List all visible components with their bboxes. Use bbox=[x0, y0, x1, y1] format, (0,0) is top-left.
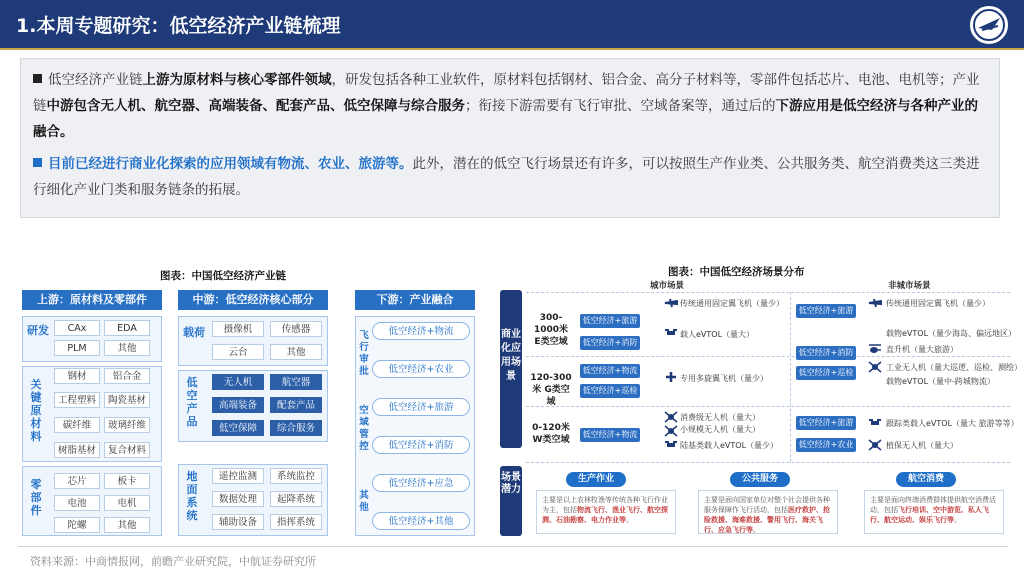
downstream-title: 下游：产业融合 bbox=[355, 290, 475, 310]
noncity-scene-text: 跟踪类载人eVTOL（量大 旅游等等） bbox=[886, 419, 1019, 428]
midstream-item: 无人机 bbox=[212, 374, 264, 390]
midstream-item: 摄像机 bbox=[212, 321, 264, 337]
grid-line bbox=[526, 292, 1010, 293]
grid-line bbox=[526, 356, 1010, 357]
grid-divider bbox=[790, 292, 791, 462]
midstream-payload-label: 载荷 bbox=[183, 326, 205, 339]
upstream-item: 陀螺 bbox=[54, 517, 100, 533]
potential-scene-box: 主要是以上农林牧渔等传统各种飞行作业为主，包括物流飞行、渔业飞行、航空探测、石油勘察、电力作业等。 bbox=[536, 490, 676, 534]
upstream-item: 玻璃纤维 bbox=[104, 417, 150, 433]
downstream-item: 低空经济+物流 bbox=[372, 322, 470, 340]
midstream-ground-label: 地面系统 bbox=[186, 470, 198, 522]
upstream-item: 电机 bbox=[104, 495, 150, 511]
noncity-scene-text: 植保无人机（量大） bbox=[886, 441, 958, 450]
airspace-zone-label: 120-300米 G类空域 bbox=[530, 373, 572, 407]
commercial-scene-bar: 商业化应用场景 bbox=[500, 290, 522, 448]
scene-caption: 图表：中国低空经济场景分布 bbox=[668, 266, 805, 278]
multirotor-plane-icon bbox=[664, 370, 678, 384]
potential-scene-head: 公共服务 bbox=[730, 472, 790, 487]
upstream-item: 铝合金 bbox=[104, 368, 150, 384]
source-note: 资料来源：中商情报网，前瞻产业研究院，中航证券研究所 bbox=[30, 555, 316, 568]
city-scene-tag: 低空经济+物流 bbox=[580, 428, 640, 442]
noncity-scene-text: 载物eVTOL（量中-跨城物流） bbox=[886, 377, 995, 386]
city-scene-text: 专用多旋翼飞机（量少） bbox=[680, 374, 768, 383]
midstream-item: 高端装备 bbox=[212, 397, 264, 413]
midstream-item: 其他 bbox=[270, 344, 322, 360]
city-scene-text: 小规模无人机（量大） bbox=[680, 425, 760, 434]
city-scene-text: 消费级无人机（量大） bbox=[680, 413, 760, 422]
city-scene-text: 传统通用固定翼飞机（量少） bbox=[680, 299, 784, 308]
downstream-side-label: 飞行审批 bbox=[359, 330, 369, 377]
page-title: 1.本周专题研究：低空经济产业链梳理 bbox=[16, 15, 341, 37]
noncity-scene-head: 非城市场景 bbox=[888, 281, 931, 291]
city-scene-tag: 低空经济+消防 bbox=[580, 336, 640, 350]
upstream-research-label: 研发 bbox=[27, 324, 49, 337]
city-scene-tag: 低空经济+旅游 bbox=[580, 314, 640, 328]
downstream-item: 低空经济+消防 bbox=[372, 436, 470, 454]
upstream-item: 其他 bbox=[104, 517, 150, 533]
midstream-item: 数据处理 bbox=[212, 491, 264, 507]
city-scene-head: 城市场景 bbox=[650, 281, 685, 291]
city-scene-tag: 低空经济+巡检 bbox=[580, 384, 640, 398]
upstream-item: 碳纤维 bbox=[54, 417, 100, 433]
potential-scene-head: 生产作业 bbox=[566, 472, 626, 487]
downstream-block bbox=[355, 316, 475, 536]
noncity-scene-text: 传统通用固定翼飞机（量少） bbox=[886, 299, 990, 308]
upstream-item: CAx bbox=[54, 320, 100, 336]
upstream-item: 陶瓷基材 bbox=[104, 392, 150, 408]
upstream-item: 工程塑料 bbox=[54, 392, 100, 408]
midstream-products-label: 低空产品 bbox=[186, 376, 198, 428]
downstream-item: 低空经济+其他 bbox=[372, 512, 470, 530]
evtol-icon bbox=[664, 326, 678, 340]
midstream-item: 配套产品 bbox=[270, 397, 322, 413]
fixed-wing-plane-icon bbox=[664, 296, 678, 310]
noncity-scene-text: 载物eVTOL（量少海岛、偏远地区） bbox=[886, 329, 1017, 338]
upstream-parts-label: 零部件 bbox=[30, 478, 42, 517]
midstream-item: 起降系统 bbox=[270, 491, 322, 507]
city-scene-text: 载人eVTOL（量大） bbox=[680, 330, 755, 339]
noncity-scene-text: 直升机（量大旅游） bbox=[886, 345, 958, 354]
upstream-item: EDA bbox=[104, 320, 150, 336]
evtol-icon bbox=[664, 438, 678, 452]
upstream-item: 芯片 bbox=[54, 473, 100, 489]
agri-drone-icon bbox=[868, 438, 882, 452]
upstream-item: PLM bbox=[54, 340, 100, 356]
summary-paragraph-1: 低空经济产业链上游为原材料与核心零部件领域，研发包括各种工业软件，原材料包括钢材、铝合金、高分子材料等，零部件包括芯片、电池、电机等；产业链中游包含无人机、航空器、高端装备、配套产品、低空保障与综合服务；衔接下游需要有飞行审批、空域备案等，通过后的下游应用是低空经济与各种产业的融合。 bbox=[33, 72, 980, 140]
bullet-square-icon bbox=[33, 158, 42, 167]
upstream-title: 上游：原材料及零部件 bbox=[22, 290, 162, 310]
midstream-item: 遥控监测 bbox=[212, 468, 264, 484]
upstream-item: 板卡 bbox=[104, 473, 150, 489]
header-bar bbox=[0, 0, 1024, 50]
bullet-square-icon bbox=[33, 74, 42, 83]
potential-scene-box: 主要是面向国家单位对整个社会提供各种服务保障作飞行活动，包括医疗救护、抢险救援、海难救援、警用飞行、海关飞行、应急飞行等。 bbox=[698, 490, 838, 534]
downstream-item: 低空经济+农业 bbox=[372, 360, 470, 378]
noncity-scene-tag: 低空经济+消防 bbox=[796, 346, 856, 360]
summary-paragraph-2: 目前已经进行商业化探索的应用领域有物流、农业、旅游等。此外，潜在的低空飞行场景还有许多，可以按照生产作业类、公共服务类、航空消费类这三类进行细化产业门类和服务链条的拓展。 bbox=[33, 156, 980, 198]
midstream-item: 航空器 bbox=[270, 374, 322, 390]
fixed-wing-plane-icon bbox=[868, 296, 882, 310]
noncity-scene-text: 工业无人机（量大巡逻、巡检、测绘） bbox=[886, 363, 1022, 372]
city-scene-tag: 低空经济+物流 bbox=[580, 364, 640, 378]
midstream-item: 云台 bbox=[212, 344, 264, 360]
airspace-zone-label: 300-1000米 E类空域 bbox=[533, 313, 569, 347]
upstream-item: 电池 bbox=[54, 495, 100, 511]
upstream-item: 树脂基材 bbox=[54, 442, 100, 458]
potential-scene-head: 航空消费 bbox=[896, 472, 956, 487]
drone-icon bbox=[868, 360, 882, 374]
noncity-scene-tag: 低空经济+巡检 bbox=[796, 366, 856, 380]
downstream-item: 低空经济+旅游 bbox=[372, 398, 470, 416]
downstream-side-label: 空域管控 bbox=[359, 405, 369, 452]
midstream-item: 指挥系统 bbox=[270, 514, 322, 530]
midstream-item: 综合服务 bbox=[270, 420, 322, 436]
evtol-icon bbox=[868, 416, 882, 430]
midstream-item: 低空保障 bbox=[212, 420, 264, 436]
airspace-zone-label: 0-120米 W类空域 bbox=[532, 423, 570, 445]
upstream-item: 复合材料 bbox=[104, 442, 150, 458]
downstream-side-label: 其他 bbox=[359, 490, 369, 513]
midstream-item: 辅助设备 bbox=[212, 514, 264, 530]
company-logo bbox=[968, 4, 1010, 46]
footer-divider bbox=[18, 546, 1008, 547]
midstream-title: 中游：低空经济核心部分 bbox=[178, 290, 328, 310]
upstream-item: 钢材 bbox=[54, 368, 100, 384]
summary-box bbox=[20, 58, 1000, 218]
downstream-item: 低空经济+应急 bbox=[372, 474, 470, 492]
drone-icon bbox=[664, 410, 678, 424]
upstream-item: 其他 bbox=[104, 340, 150, 356]
potential-scene-box: 主要是面向终端消费群体提供航空消费活动，包括飞行培训、空中游览、私人飞行、航空运动、娱乐飞行等。 bbox=[864, 490, 1004, 534]
midstream-item: 传感器 bbox=[270, 321, 322, 337]
potential-scene-bar: 场景潜力 bbox=[500, 466, 522, 536]
helicopter-icon bbox=[868, 342, 882, 356]
noncity-scene-tag: 低空经济+旅游 bbox=[796, 416, 856, 430]
grid-line bbox=[526, 462, 1010, 463]
upstream-materials-label: 关键原材料 bbox=[30, 378, 42, 443]
noncity-scene-tag: 低空经济+旅游 bbox=[796, 304, 856, 318]
chain-caption: 图表：中国低空经济产业链 bbox=[160, 270, 286, 282]
grid-line bbox=[526, 406, 1010, 407]
city-scene-text: 陆基类载人eVTOL（量少） bbox=[680, 441, 779, 450]
midstream-item: 系统监控 bbox=[270, 468, 322, 484]
noncity-scene-tag: 低空经济+农业 bbox=[796, 438, 856, 452]
drone-icon bbox=[664, 424, 678, 438]
